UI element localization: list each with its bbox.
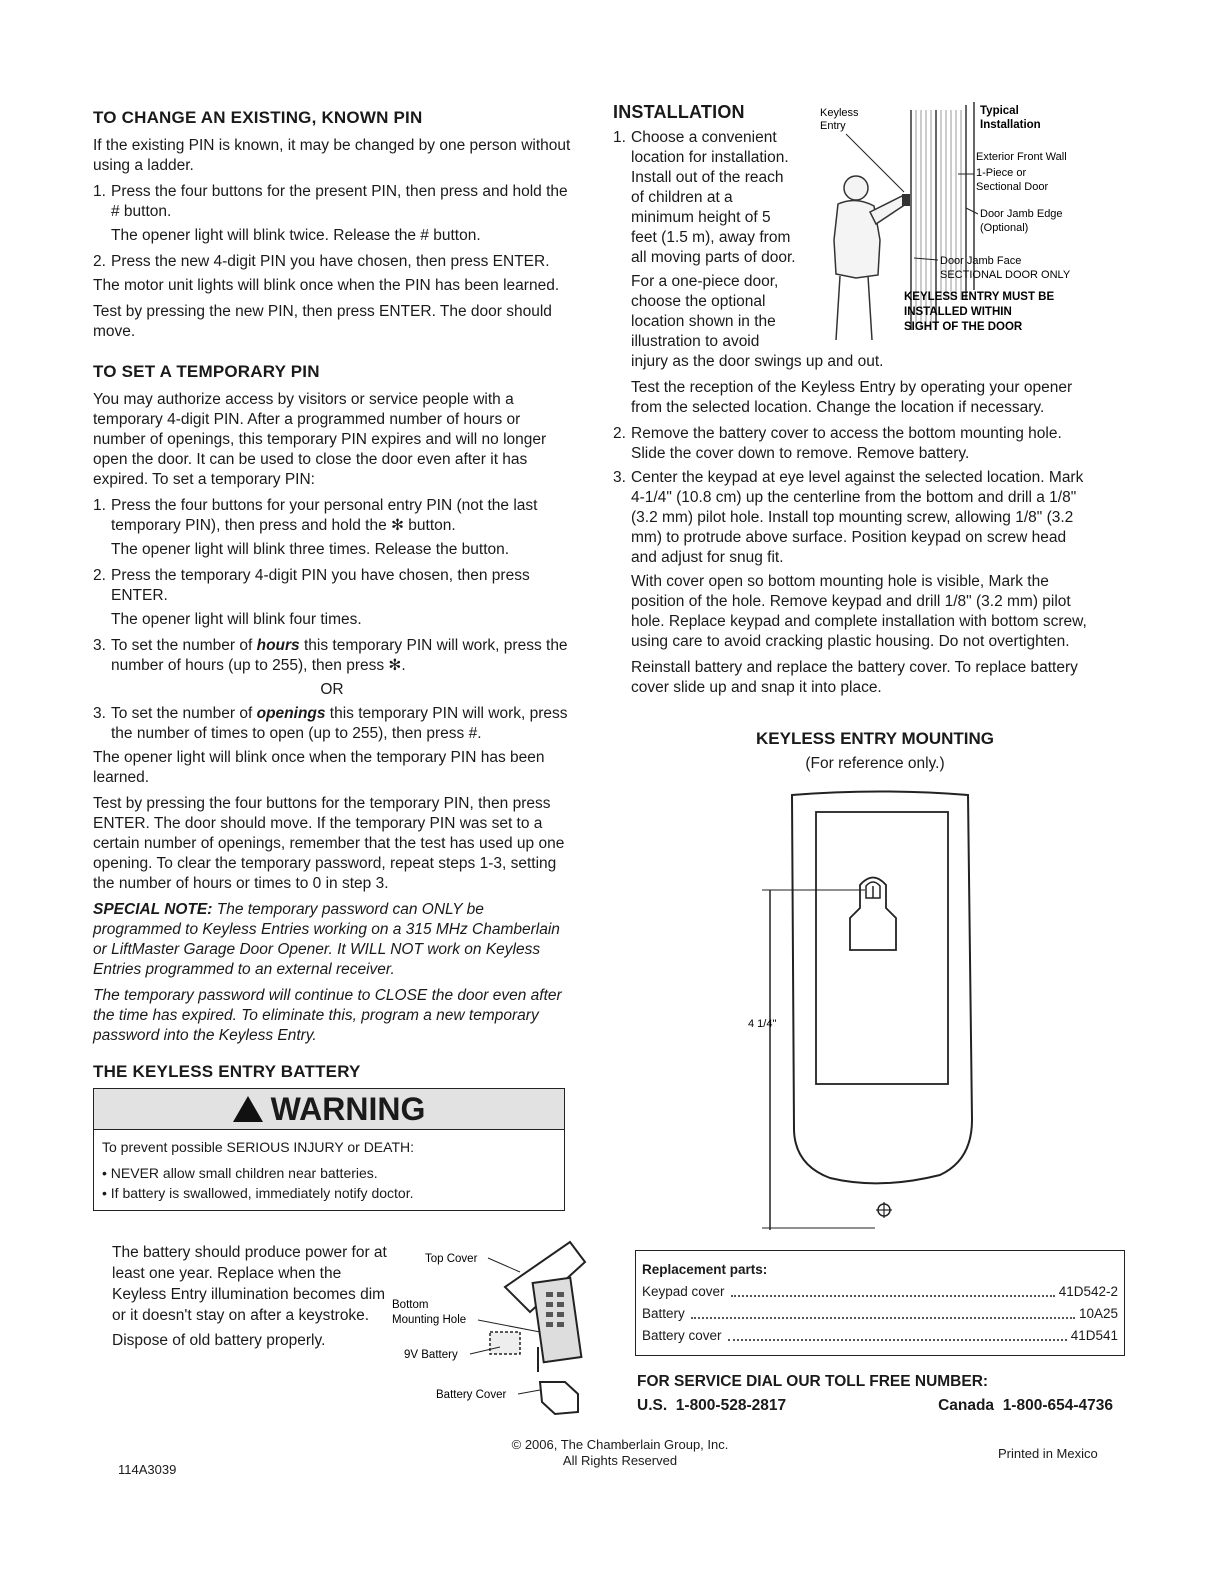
leader-line: [518, 1390, 540, 1394]
step-text-pre: To set the number of: [111, 637, 257, 654]
label-must2: INSTALLED WITHIN: [904, 306, 1012, 318]
step-number: 2.: [613, 425, 626, 442]
warning-title: WARNING: [270, 1091, 426, 1127]
warning-header: [94, 1089, 564, 1130]
temp-pin-learned: The opener light will blink once when the temporary PIN has been learned.: [93, 749, 545, 786]
dimension-label: 4 1/4": [748, 1018, 777, 1030]
line: illustration to avoid: [631, 333, 760, 350]
label-mounting-hole: Mounting Hole: [392, 1314, 467, 1326]
bottom-mounting-hole-icon: [876, 1202, 892, 1218]
us-phone: 1-800-528-2817: [675, 1397, 787, 1414]
battery-cover-shape: [540, 1382, 578, 1414]
line: injury as the door swings up and out.: [631, 353, 884, 370]
footer-part-number: 114A3039: [118, 1462, 177, 1477]
line: Install out of the reach: [631, 169, 784, 186]
warning-bullet: • NEVER allow small children near batteries.: [102, 1165, 378, 1181]
left-column: [93, 108, 571, 1211]
temp-pin-step-1-sub: The opener light will blink three times. Release the button.: [111, 541, 510, 558]
leader-dots: [731, 1281, 1055, 1297]
temp-pin-heading: TO SET A TEMPORARY PIN: [93, 362, 320, 381]
close-note: The temporary password will continue to CLOSE the door even after the time has expired. To eliminate this, program a new temporary password into the Keyless Entry.: [93, 987, 562, 1044]
or-divider: OR: [320, 681, 344, 698]
step-text: Center the keypad at eye level against the selected location. Mark 4-1/4" (10.8 cm) up the centerline from the bottom and drill a 1/8" (3.2 mm) pilot hole. Install top mounting screw, allowing 1/8" (3.2 mm) to protrude above surface. Position keypad on screw head and adjust for snug fit.: [631, 469, 1084, 566]
line: location shown in the: [631, 313, 776, 330]
label-must3: SIGHT OF THE DOOR: [904, 321, 1023, 333]
install-step-3: [613, 468, 1093, 568]
step-text: Press the four buttons for your personal entry PIN (not the last temporary PIN), then press and hold the ✻ button.: [111, 497, 538, 534]
keyless-entry-unit: [902, 194, 910, 206]
canada-label: Canada: [938, 1397, 995, 1414]
service-info: [637, 1371, 1113, 1417]
change-pin-after: The motor unit lights will blink once when the PIN has been learned.: [93, 277, 560, 294]
keyword-hours: hours: [256, 637, 300, 654]
line: For a one-piece door,: [631, 273, 779, 290]
footer-copyright: [470, 1437, 770, 1469]
line: minimum height of 5: [631, 209, 771, 226]
install-step-3-p2: With cover open so bottom mounting hole is visible, Mark the position of the hole. Remove keypad and drill 1/8" (3.2 mm) pilot hole. Replace keypad and complete installation with bottom screw, using care to avoid cracking plastic housing. Do not overtighten.: [631, 573, 1087, 650]
battery-diagram: [390, 1232, 590, 1422]
warning-bullet: • If battery is swallowed, immediately notify doctor.: [102, 1185, 414, 1201]
keypad-body-shape: [533, 1278, 582, 1363]
label-jamb-edge: Door Jamb Edge: [980, 208, 1063, 220]
install-step-2: [613, 424, 1093, 464]
step-text-post: this temporary PIN will work, press the number of hours (up to 255), then press ✻.: [111, 637, 568, 674]
label-sectional-only: SECTIONAL DOOR ONLY: [940, 269, 1071, 281]
temp-pin-step-3a: [93, 636, 571, 676]
warning-box: [93, 1088, 565, 1211]
leader-dots: [691, 1303, 1075, 1319]
temp-pin-step-1: [93, 496, 571, 536]
line: location for installation.: [631, 149, 789, 166]
leader-line: [488, 1258, 520, 1272]
mounting-diagram: [740, 790, 980, 1230]
step-number: 2.: [93, 253, 106, 270]
rights-line: All Rights Reserved: [562, 1453, 678, 1468]
temp-pin-step-3b: [93, 704, 571, 744]
installation-heading: INSTALLATION: [613, 102, 745, 122]
part-row: [642, 1303, 1118, 1325]
part-row: [642, 1281, 1118, 1303]
step-text: Press the four buttons for the present PIN, then press and hold the # button.: [111, 183, 568, 220]
step-number: 3.: [93, 705, 106, 722]
step-text: [111, 704, 571, 744]
parts-heading: Replacement parts:: [642, 1262, 768, 1277]
special-note-label: SPECIAL NOTE:: [93, 901, 213, 918]
mounting-sub: (For reference only.): [805, 755, 945, 772]
line: choose the optional: [631, 293, 766, 310]
label-keyless: Keyless: [820, 107, 859, 119]
label-entry: Entry: [820, 120, 846, 132]
us-number: [637, 1395, 786, 1417]
label-optional: (Optional): [980, 222, 1029, 234]
install-test-text: Test the reception of the Keyless Entry by operating your opener from the selected location. Change the location if necessary.: [631, 379, 1073, 416]
keyword-openings: openings: [256, 705, 326, 722]
mounting-heading: KEYLESS ENTRY MOUNTING: [755, 729, 995, 748]
battery-dispose-text: Dispose of old battery properly.: [112, 1332, 326, 1349]
warning-intro: To prevent possible SERIOUS INJURY or DEATH:: [102, 1139, 414, 1155]
label-bottom: Bottom: [392, 1299, 429, 1311]
label-ext-wall: Exterior Front Wall: [976, 151, 1067, 163]
label-must1: KEYLESS ENTRY MUST BE: [904, 291, 1055, 303]
special-note: [93, 900, 571, 980]
step-number: 3.: [613, 469, 626, 486]
change-pin-heading: TO CHANGE AN EXISTING, KNOWN PIN: [93, 108, 423, 127]
copyright-line: © 2006, The Chamberlain Group, Inc.: [511, 1437, 729, 1452]
battery-text: [112, 1242, 387, 1351]
line: of children at a: [631, 189, 733, 206]
step-text: [111, 636, 571, 676]
change-pin-step-1-sub: The opener light will blink twice. Release the # button.: [111, 227, 481, 244]
warning-triangle-icon: [233, 1096, 263, 1122]
battery-heading: THE KEYLESS ENTRY BATTERY: [93, 1062, 361, 1081]
replacement-parts-box: [635, 1250, 1125, 1356]
temp-pin-intro: You may authorize access by visitors or service people with a temporary 4-digit PIN. After a programmed number of hours or number of openings, this temporary PIN expires and will no longer open the door. It can be used to close the door even after it has expired. To set a temporary PIN:: [93, 391, 547, 488]
step-number: 3.: [93, 637, 106, 654]
label-sectional: Sectional Door: [976, 181, 1049, 193]
canada-phone: 1-800-654-4736: [1002, 1397, 1113, 1414]
part-number: 10A25: [1078, 1306, 1118, 1321]
label-jamb-face: Door Jamb Face: [940, 255, 1022, 267]
warning-body: [94, 1130, 564, 1210]
special-note-text: The temporary password can ONLY be programmed to Keyless Entries working on a 315 MHz Chamberlain or LiftMaster Garage Door Opener. It WILL NOT work on Keyless Entries programmed to an external receiver.: [93, 901, 560, 978]
step-text: Remove the battery cover to access the bottom mounting hole. Slide the cover down to remove. Remove battery.: [631, 425, 1062, 462]
mounting-title: [640, 728, 1110, 776]
temp-pin-step-2-sub: The opener light will blink four times.: [111, 611, 362, 628]
step-number: 1.: [93, 183, 106, 200]
change-pin-intro: If the existing PIN is known, it may be changed by one person without using a ladder.: [93, 137, 571, 174]
battery-9v-shape: [490, 1332, 520, 1354]
label-9v-battery: 9V Battery: [404, 1349, 458, 1361]
change-pin-test: Test by pressing the new PIN, then press ENTER. The door should move.: [93, 303, 552, 340]
label-1piece: 1-Piece or: [976, 167, 1027, 179]
label-battery-cover: Battery Cover: [436, 1389, 507, 1401]
install-step-3-p3: Reinstall battery and replace the battery cover. To replace battery cover slide up and snap it into place.: [631, 659, 1078, 696]
installation-diagram: [816, 100, 1106, 340]
line: Choose a convenient: [631, 129, 777, 146]
step-text: Press the new 4-digit PIN you have chosen, then press ENTER.: [111, 253, 550, 270]
change-pin-step-2: [93, 252, 571, 272]
line: all moving parts of door.: [631, 249, 796, 266]
part-number: 41D542-2: [1058, 1284, 1118, 1299]
part-name: Battery cover: [642, 1328, 722, 1343]
label-top-cover: Top Cover: [425, 1253, 478, 1265]
leader-dots: [728, 1325, 1067, 1341]
part-name: Keypad cover: [642, 1284, 725, 1299]
step-number: 1.: [613, 129, 626, 146]
line: feet (1.5 m), away from: [631, 229, 791, 246]
label-typical: Typical: [980, 105, 1019, 117]
step-number: 2.: [93, 567, 106, 584]
service-heading: FOR SERVICE DIAL OUR TOLL FREE NUMBER:: [637, 1373, 989, 1390]
part-number: 41D541: [1070, 1328, 1118, 1343]
part-name: Battery: [642, 1306, 685, 1321]
battery-life-text: The battery should produce power for at least one year. Replace when the Keyless Entry illumination becomes dim or it doesn't stay on after a keystroke.: [112, 1244, 387, 1324]
step-text: Press the temporary 4-digit PIN you have chosen, then press ENTER.: [111, 567, 530, 604]
step-number: 1.: [93, 497, 106, 514]
canada-number: [938, 1395, 1113, 1417]
part-row: [642, 1325, 1118, 1347]
step-text-pre: To set the number of: [111, 705, 257, 722]
leader-line: [478, 1320, 540, 1332]
temp-pin-test: Test by pressing the four buttons for the temporary PIN, then press ENTER. The door should move. If the temporary PIN was set to a certain number of openings, remember that the test has used up one opening. To clear the temporary password, repeat steps 1-3, setting the number of hours or times to 0 in step 3.: [93, 795, 565, 892]
temp-pin-step-2: [93, 566, 571, 606]
us-label: U.S.: [637, 1397, 668, 1414]
label-installation: Installation: [980, 119, 1041, 131]
step-text-post: this temporary PIN will work, press the number of times to open (up to 255), then press #.: [111, 705, 568, 742]
service-numbers: [637, 1395, 1113, 1417]
change-pin-step-1: [93, 182, 571, 222]
footer-printed: Printed in Mexico: [998, 1446, 1098, 1461]
